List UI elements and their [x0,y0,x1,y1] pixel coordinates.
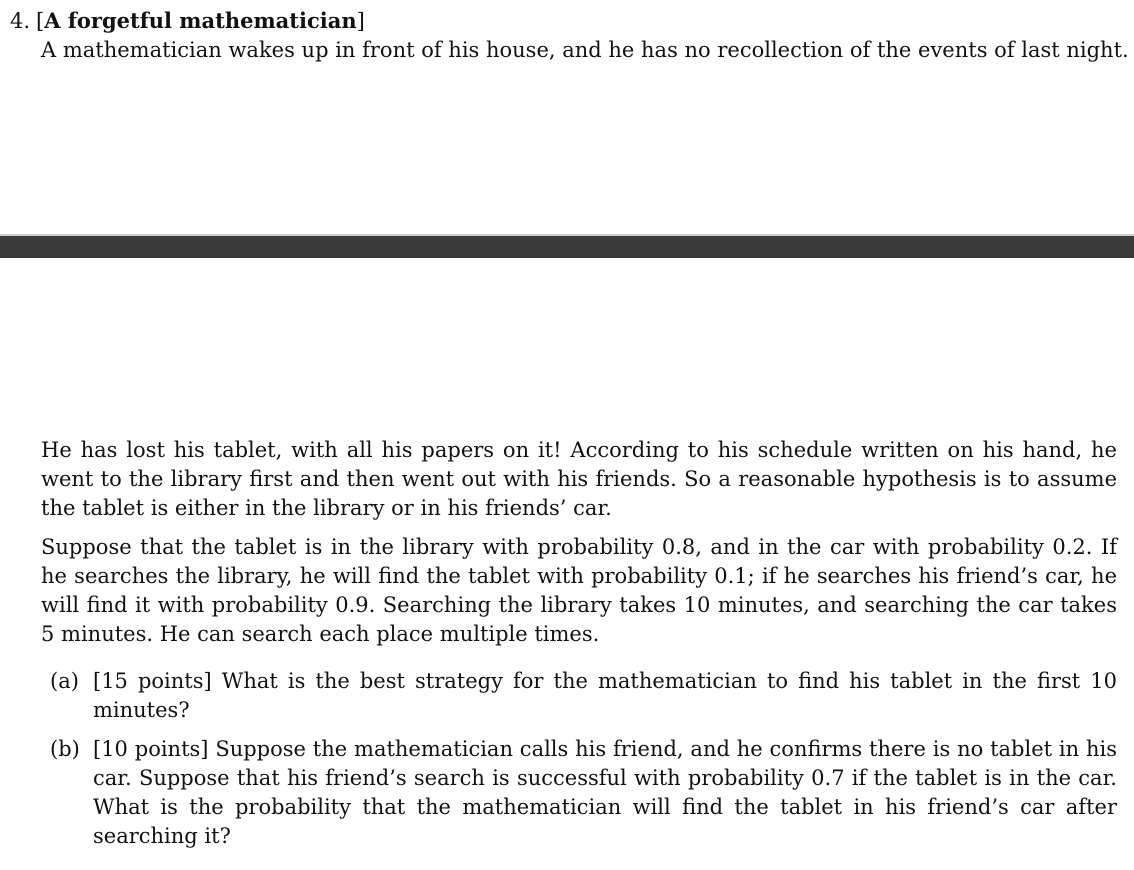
paragraph-probabilities: Suppose that the tablet is in the library with probability 0.8, and in the car with probability 0.2. If he searches the library, he will find the tablet with probability 0.1; if he searches his friend’s car, he will find it with probability 0.9. Searching the library takes 10 minutes, and searching the car takes 5 minutes. He can search each place multiple times. [41,535,1117,646]
page-break-divider [0,234,1134,258]
part-a-label: (a) [50,669,79,693]
question-part-b [50,735,1117,851]
part-a-text: [15 points] What is the best strategy for the mathematician to find his tablet in the first 10 minutes? [93,669,1117,722]
problem-title: A forgetful mathematician [44,8,357,33]
title-bracket-close: ] [356,9,365,33]
part-b-label: (b) [50,737,80,761]
paragraph-lost-tablet: He has lost his tablet, with all his papers on it! According to his schedule written on his hand, he went to the library first and then went out with his friends. So a reasonable hypothesis is to assume the tablet is either in the library or in his friends’ car. [41,438,1117,520]
problem-number: 4. [10,9,31,33]
question-part-a [50,667,1117,725]
part-b-text: [10 points] Suppose the mathematician calls his friend, and he confirms there is no tablet in his car. Suppose that his friend’s search is successful with probability 0.7 if the tablet is in the car. What is the probability that the mathematician will find the tablet in his friend’s car after searching it? [93,737,1117,848]
problem-heading [10,6,365,36]
problem-intro: A mathematician wakes up in front of his house, and he has no recollection of the events of last night. [41,38,1129,62]
title-bracket-open: [ [36,9,45,33]
